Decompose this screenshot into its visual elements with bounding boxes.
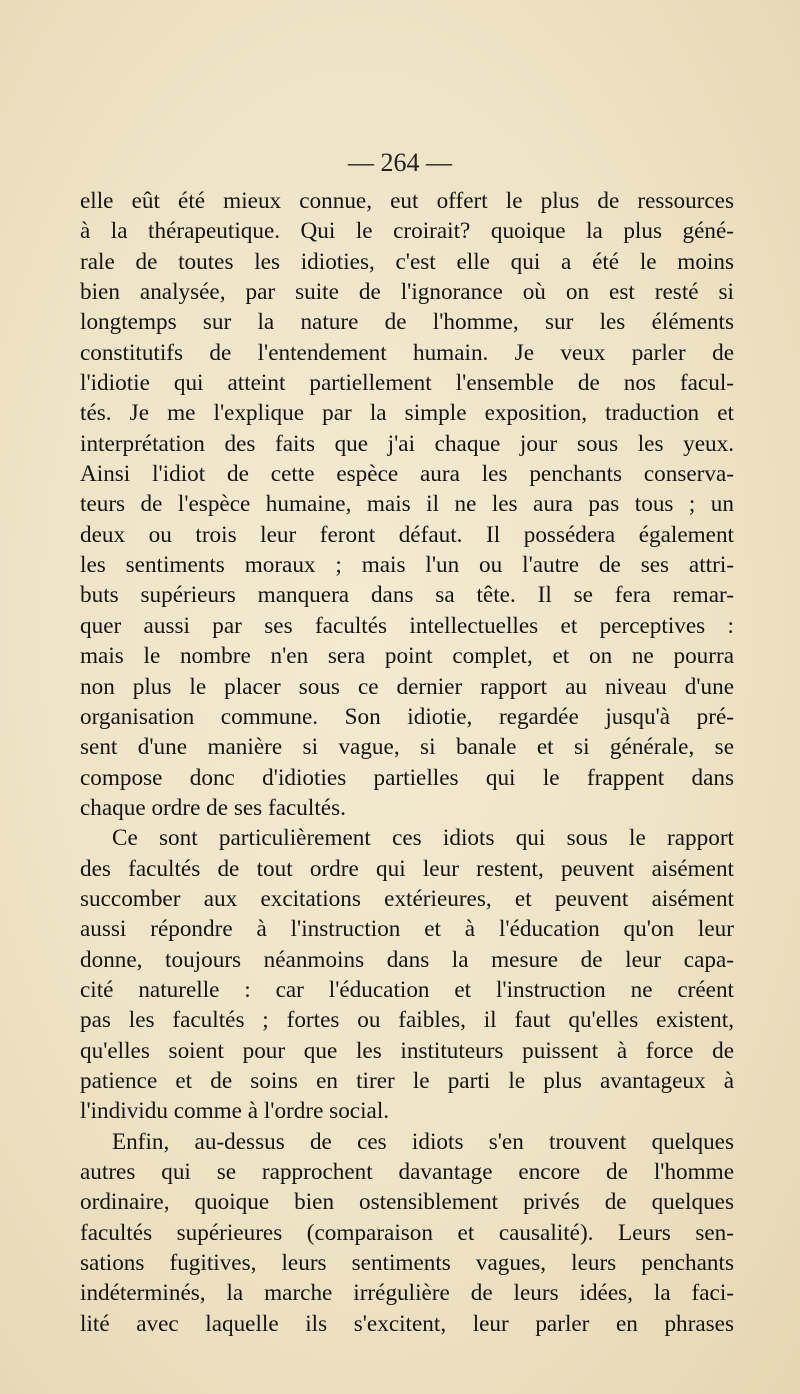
text-line: non plus le placer sous ce dernier rapport au niveau d'une bbox=[80, 673, 734, 700]
text-line: mais le nombre n'en sera point complet, et on ne pourra bbox=[80, 643, 734, 670]
body-text bbox=[80, 186, 734, 1339]
text-line: Ainsi l'idiot de cette espèce aura les penchants conserva- bbox=[80, 461, 734, 488]
text-line: pas les facultés ; fortes ou faibles, il faut qu'elles existent, bbox=[80, 1007, 734, 1034]
text-line: facultés supérieures (comparaison et causalité). Leurs sen- bbox=[80, 1219, 734, 1246]
paragraph-start-line: Ce sont particulièrement ces idiots qui sous le rapport bbox=[112, 825, 734, 852]
text-line: qu'elles soient pour que les instituteurs puissent à force de bbox=[80, 1037, 734, 1064]
text-line: interprétation des faits que j'ai chaque jour sous les yeux. bbox=[80, 430, 734, 457]
text-line: succomber aux excitations extérieures, et peuvent aisément bbox=[80, 885, 734, 912]
paragraph-end-line: l'individu comme à l'ordre social. bbox=[80, 1098, 390, 1125]
text-line: les sentiments moraux ; mais l'un ou l'autre de ses attri- bbox=[80, 552, 734, 579]
text-line: bien analysée, par suite de l'ignorance où on est resté si bbox=[80, 279, 734, 306]
text-line: buts supérieurs manquera dans sa tête. Il se fera remar- bbox=[80, 582, 734, 609]
text-line: cité naturelle : car l'éducation et l'instruction ne créent bbox=[80, 976, 734, 1003]
text-line: deux ou trois leur feront défaut. Il possédera également bbox=[80, 521, 734, 548]
text-line: indéterminés, la marche irrégulière de leurs idées, la faci- bbox=[80, 1280, 734, 1307]
paragraph-end-line: chaque ordre de ses facultés. bbox=[80, 794, 346, 821]
text-line: elle eût été mieux connue, eut offert le plus de ressources bbox=[80, 188, 734, 214]
text-line: teurs de l'espèce humaine, mais il ne les aura pas tous ; un bbox=[80, 491, 734, 518]
text-line: organisation commune. Son idiotie, regardée jusqu'à pré- bbox=[80, 703, 734, 730]
text-line: donne, toujours néanmoins dans la mesure de leur capa- bbox=[80, 946, 734, 973]
text-line: compose donc d'idioties partielles qui le frappent dans bbox=[80, 764, 734, 791]
text-line: patience et de soins en tirer le parti le plus avantageux à bbox=[80, 1067, 734, 1094]
text-line: sations fugitives, leurs sentiments vagues, leurs penchants bbox=[80, 1250, 734, 1277]
text-line: rale de toutes les idioties, c'est elle qui a été le moins bbox=[80, 248, 734, 275]
text-line: autres qui se rapprochent davantage encore de l'homme bbox=[80, 1159, 734, 1185]
text-line: sent d'une manière si vague, si banale et si générale, se bbox=[80, 734, 734, 761]
text-line: longtemps sur la nature de l'homme, sur les éléments bbox=[80, 309, 734, 336]
text-line: ordinaire, quoique bien ostensiblement privés de quelques bbox=[80, 1189, 734, 1216]
text-line: lité avec laquelle ils s'excitent, leur parler en phrases bbox=[80, 1310, 734, 1337]
text-line: aussi répondre à l'instruction et à l'éducation qu'on leur bbox=[80, 916, 734, 943]
text-line: l'idiotie qui atteint partiellement l'ensemble de nos facul- bbox=[80, 370, 734, 397]
text-line: quer aussi par ses facultés intellectuelles et perceptives : bbox=[80, 612, 734, 639]
text-line: des facultés de tout ordre qui leur restent, peuvent aisément bbox=[80, 855, 734, 882]
page-number: — 264 — bbox=[348, 148, 452, 177]
text-line: à la thérapeutique. Qui le croirait? quoique la plus géné- bbox=[80, 218, 734, 245]
paragraph-start-line: Enfin, au-dessus de ces idiots s'en trouvent quelques bbox=[112, 1128, 734, 1155]
text-line: constitutifs de l'entendement humain. Je veux parler de bbox=[80, 339, 734, 366]
text-line: tés. Je me l'explique par la simple exposition, traduction et bbox=[80, 400, 734, 427]
